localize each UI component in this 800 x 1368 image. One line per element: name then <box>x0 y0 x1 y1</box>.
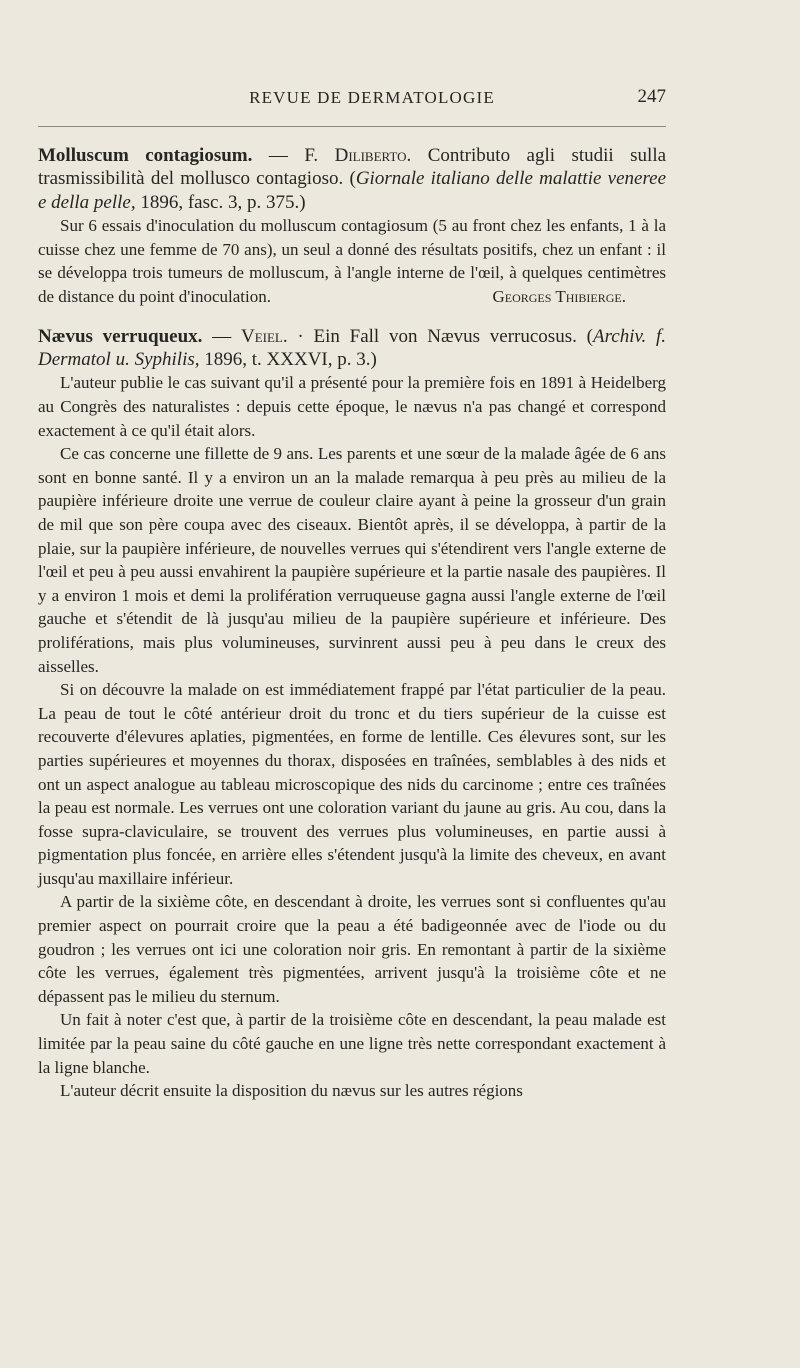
running-head <box>38 86 666 116</box>
article-1-citation: 1896, fasc. 3, p. 375. <box>140 191 300 213</box>
article-1-dash: — <box>268 145 288 166</box>
article-1-author: Diliberto. <box>334 145 412 166</box>
article-1-keyword: Molluscum contagiosum. <box>38 145 253 166</box>
page-number: 247 <box>637 86 666 107</box>
article-2-title: Ein Fall von Nævus verrucosus. <box>313 325 577 347</box>
article-1-title: Contributo agli studii sulla trasmissibilità del mollusco contagioso. <box>38 145 667 190</box>
article-1-body <box>38 214 666 308</box>
article-2-author: Veiel. <box>240 325 288 347</box>
article-2-citation: 1896, t. XXXVI, p. 3. <box>204 349 371 370</box>
header-rule <box>38 126 666 127</box>
article-1-journal: Giornale italiano delle malattie veneree e della pelle, <box>38 168 666 213</box>
article-2-dash: — <box>212 325 232 347</box>
article-2-paragraph: A partir de la sixième côte, en descendant à droite, les verrues sont si confluentes qu'au premier aspect on pourrait croire que la peau a été badigeonnée avec de l'iode ou du goudron ; les verrues ont ici une coloration noir gris. En remontant à partir de la sixième côte les verrues, également très pigmentées, arrivent jusqu'à la troisième côte et ne dépassent pas le milieu du sternum. <box>38 892 666 1006</box>
article-2-paragraph: L'auteur décrit ensuite la disposition du nævus sur les autres régions <box>60 1081 523 1101</box>
article-1-author-initial: F. <box>304 145 319 166</box>
article-2-heading: Nævus verruqueux. — Veiel. · Ein Fall von Nævus verrucosus. (Archiv. f. Dermatol u. Syphilis, 1896, t. XXXVI, p. 3.) <box>38 325 667 370</box>
journal-title: REVUE DE DERMATOLOGIE <box>249 88 495 107</box>
article-1-heading: Molluscum contagiosum. — F. Diliberto. Contributo agli studii sulla trasmissibilità del mollusco contagioso. (Giornale italiano delle malattie veneree e della pelle, 1896, fasc. 3, p. 375.) <box>38 145 667 213</box>
article-2-paragraph: Ce cas concerne une fillette de 9 ans. Les parents et une sœur de la malade âgée de 6 ans sont en bonne santé. Il y a environ un an la malade remarqua à peu près au milieu de la paupière inférieure droite une verrue de couleur claire ayant à peine la grosseur d'un grain de mil que son père coupa avec des ciseaux. Bientôt après, il se développa, à partir de la plaie, sur la paupière inférieure, de nouvelles verrues qui s'étendirent vers l'angle externe de l'œil et peu à peu aussi envahirent la paupière supérieure et la partie nasale des paupières. Il y a environ 1 mois et demi la prolifération verruqueuse gagna aussi l'angle externe de l'œil gauche et s'étendit de là jusqu'au milieu de la paupière supérieure et inférieure. Des proliférations, mais plus volumineuses, survinrent aussi peu à peu dans le creux des aisselles. <box>38 444 666 676</box>
article-2-journal: Archiv. f. Dermatol u. Syphilis, <box>38 325 667 370</box>
article-1-signature: Georges Thibierge. <box>492 287 626 306</box>
article-separator <box>38 309 666 325</box>
article-2-paragraph: Un fait à noter c'est que, à partir de la troisième côte en descendant, la peau malade est limitée par la peau saine du côté gauche en une ligne très nette correspondant exactement à la ligne blanche. <box>38 1010 666 1077</box>
article-2-paragraph: L'auteur publie le cas suivant qu'il a présenté pour la première fois en 1891 à Heidelberg au Congrès des naturalistes : depuis cette époque, le nævus n'a pas changé et correspond exactement à ce qu'il était alors. <box>38 373 666 440</box>
article-1-body-text: Sur 6 essais d'inoculation du molluscum contagiosum (5 au front chez les enfants, 1 à la cuisse chez une femme de 70 ans), un seul a donné des résultats positifs, chez un enfant : il se développa trois tumeurs de molluscum, à l'angle interne de l'œil, à quelques centimètres de distance du point d'inoculation. <box>38 216 666 306</box>
article-2-paragraph: Si on découvre la malade on est immédiatement frappé par l'état particulier de la peau. La peau de tout le côté antérieur droit du tronc et du tiers supérieur de la cuisse est recouverte d'élevures aplaties, pigmentées, en forme de lentille. Ces élevures sont, sur les parties supérieures et moyennes du thorax, disposées en traînées, semblables à des nids et ont un aspect analogue au tableau microscopique des nids du carcinome ; entre ces traînées la peau est normale. Les verrues ont une coloration variant du jaune au gris. Au cou, dans la fosse supra-claviculaire, se trouvent des verrues plus volumineuses, en partie aussi à pigmentation plus foncée, en arrière elles s'étendent jusqu'à la limite des cheveux, en avant jusqu'au maxillaire inférieur. <box>38 680 666 888</box>
article-2-keyword: Nævus verruqueux. <box>38 325 203 347</box>
page-content <box>38 144 666 1103</box>
